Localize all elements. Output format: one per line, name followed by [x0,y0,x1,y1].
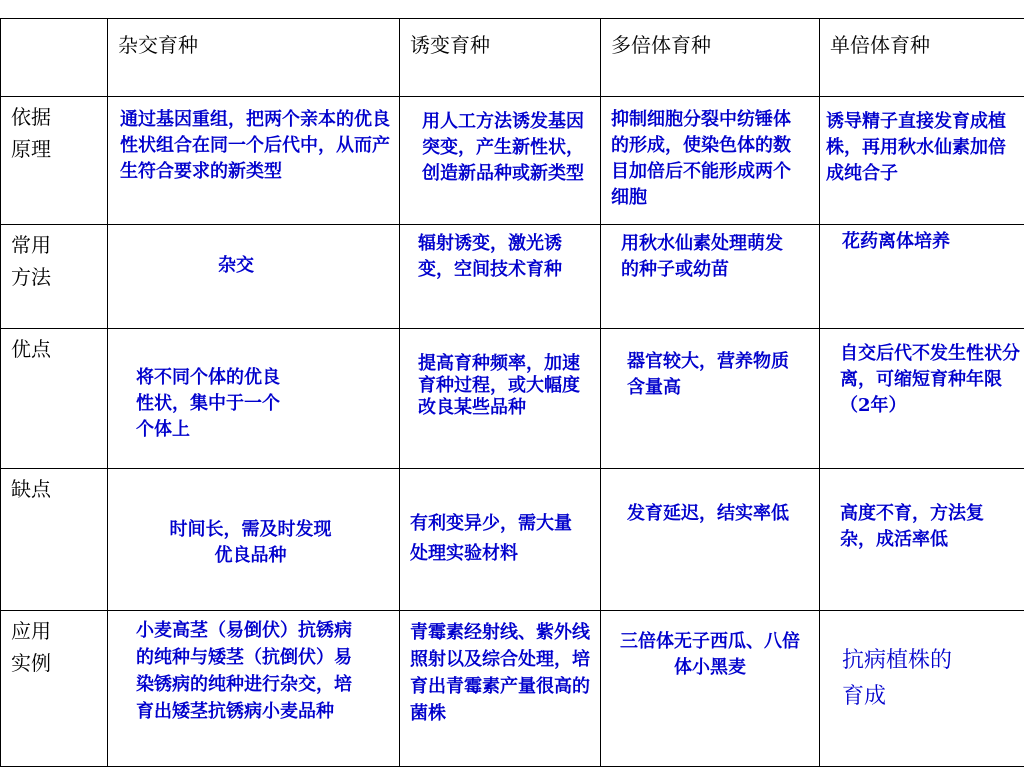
col-header-haploid [820,19,1024,97]
table-cell [108,225,400,329]
table-cell [820,469,1024,611]
table-cell [601,97,820,225]
table-cell [400,225,601,329]
cell-text: 杂交 [218,255,254,276]
cell-text: 三倍体无子西瓜、八倍体小黑麦 [620,631,800,678]
cell-text: 诱导精子直接发育成植株，再用秋水仙素加倍成纯合子 [826,111,1006,184]
cell-text: 自交后代不发生性状分离，可缩短育种年限（2年） [840,343,1020,416]
row-header-line1: 应用 [11,619,51,643]
cell-text: 时间长，需及时发现优良品种 [169,519,332,566]
cell-text: 提高育种频率，加速育种过程，或大幅度改良某些品种 [418,353,580,418]
slide-top-border [0,0,1024,14]
cell-text: 将不同个体的优良性状，集中于一个个体上 [136,367,280,440]
table-cell [601,611,820,767]
table-cell [400,469,601,611]
cell-text: 通过基因重组，把两个亲本的优良性状组合在同一个后代中，从而产生符合要求的新类型 [120,109,390,182]
row-header [1,225,108,329]
table-cell [820,329,1024,469]
cell-text: 发育延迟，结实率低 [627,503,789,524]
cell-text: 辐射诱变，激光诱变，空间技术育种 [418,233,562,280]
table-cell [601,225,820,329]
table-row-disadvantages [1,469,1024,611]
row-header-line1: 优点 [11,337,51,361]
table-row-principle [1,97,1024,225]
row-header-line2: 原理 [11,137,51,161]
table-cell [108,611,400,767]
cell-text: 青霉素经射线、紫外线照射以及综合处理，培育出青霉素产量很高的菌株 [410,622,590,724]
cell-text: 小麦高茎（易倒伏）抗锈病的纯种与矮茎（抗倒伏）易染锈病的纯种进行杂交，培育出矮茎抗锈病小麦品种 [136,620,352,722]
cell-text: 用秋水仙素处理萌发的种子或幼苗 [621,233,783,280]
table-cell [601,469,820,611]
cell-text: 有利变异少，需大量处理实验材料 [410,513,572,564]
row-header-line1: 缺点 [11,477,51,501]
table-cell [820,611,1024,767]
table-cell [108,329,400,469]
cell-text: 用人工方法诱发基因突变，产生新性状，创造新品种或新类型 [422,111,584,184]
table-row-advantages [1,329,1024,469]
cell-text: 抑制细胞分裂中纺锤体的形成，使染色体的数目加倍后不能形成两个细胞 [611,109,791,208]
table-cell [820,97,1024,225]
table-cell [400,329,601,469]
row-header-line2: 方法 [11,265,51,289]
col-header-hybrid [108,19,400,97]
header-row [1,19,1024,97]
corner-cell [1,19,108,97]
table-cell [400,97,601,225]
cell-text: 花药离体培养 [842,231,950,252]
cell-text: 器官较大，营养物质含量高 [627,351,789,398]
row-header [1,469,108,611]
cell-text: 高度不育，方法复杂，成活率低 [840,503,984,550]
table-cell [108,469,400,611]
col-header-polyploid [601,19,820,97]
col-header-label: 单倍体育种 [830,33,930,57]
table-row-examples [1,611,1024,767]
row-header [1,97,108,225]
cell-text: 抗病植株的育成 [842,648,953,709]
table-cell [108,97,400,225]
row-header-line2: 实例 [11,651,51,675]
col-header-mutation [400,19,601,97]
table-row-method [1,225,1024,329]
table-cell [400,611,601,767]
col-header-label: 多倍体育种 [611,33,711,57]
table-cell [820,225,1024,329]
row-header-line1: 常用 [11,233,51,257]
row-header [1,329,108,469]
col-header-label: 杂交育种 [118,33,198,57]
col-header-label: 诱变育种 [410,33,490,57]
breeding-methods-table [0,18,1024,767]
row-header [1,611,108,767]
table-cell [601,329,820,469]
row-header-line1: 依据 [11,105,51,129]
